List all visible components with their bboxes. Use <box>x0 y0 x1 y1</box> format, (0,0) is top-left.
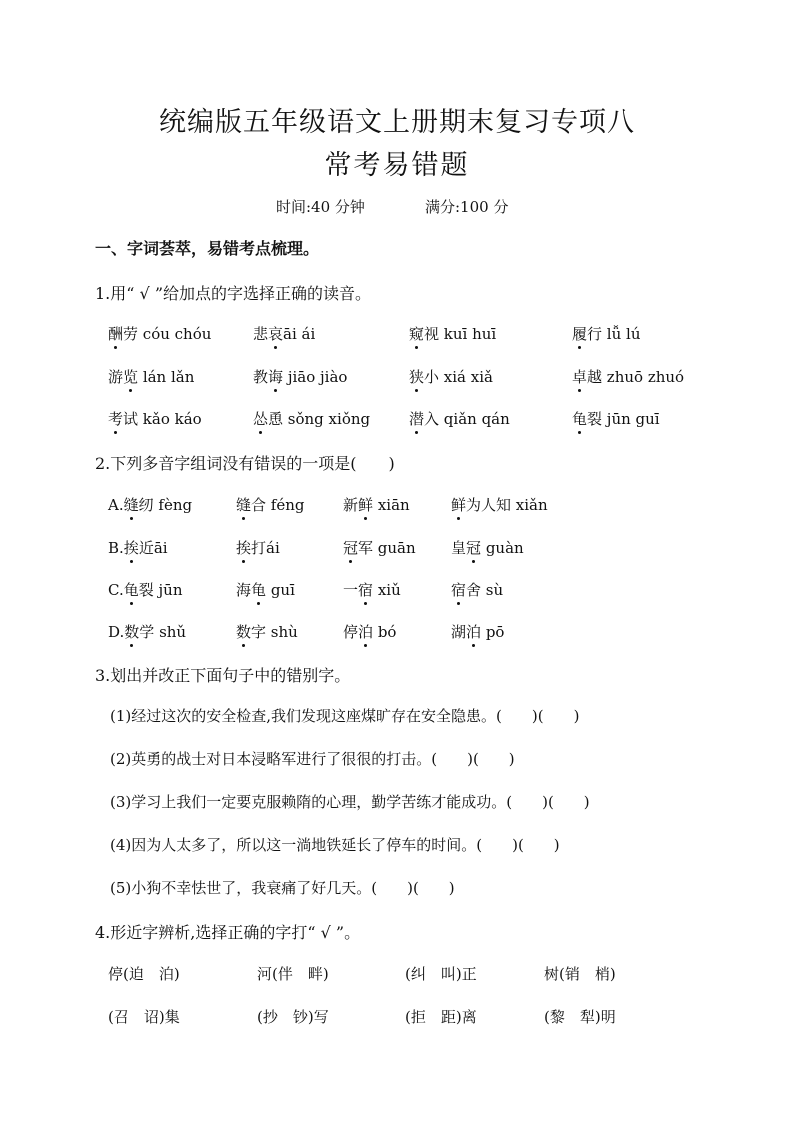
pinyin-options: sǒng xiǒng <box>287 410 371 428</box>
word-part: 字 <box>251 623 271 641</box>
dotted-character: 挨 <box>236 539 252 557</box>
pinyin-options: fèng <box>158 496 193 514</box>
dotted-character: 挨 <box>123 539 139 557</box>
q2-item <box>343 579 401 600</box>
q2-item <box>343 537 416 558</box>
word-part: 海 <box>236 581 252 599</box>
q2-item <box>108 579 183 600</box>
word-part: 越 <box>587 368 607 386</box>
q2-item <box>108 621 186 642</box>
q1-item <box>572 323 640 344</box>
word-part: 纫 <box>138 496 159 514</box>
word-part: 军 <box>358 539 378 557</box>
question-3-prompt: 3.划出并改正下面句子中的错别字。 <box>95 666 351 685</box>
pinyin-options: xiá xiǎ <box>443 368 493 386</box>
word-part: 小 <box>424 368 444 386</box>
question-4-prompt: 4.形近字辨析,选择正确的字打“ √ ”。 <box>95 923 361 942</box>
word-part: 视 <box>424 325 444 343</box>
pinyin-options: shǔ <box>159 623 187 641</box>
full-score: 满分:100 分 <box>425 198 509 216</box>
word-part: 湖 <box>451 623 467 641</box>
word-part: 近 <box>138 539 154 557</box>
q2-item <box>108 537 168 558</box>
q2-item <box>343 621 396 642</box>
dotted-character: 诲 <box>268 368 284 386</box>
q2-item <box>343 494 410 515</box>
dotted-character: 宿 <box>451 581 467 599</box>
pinyin-options: ái <box>266 539 280 557</box>
word-part: 行 <box>587 325 607 343</box>
pinyin-options: kǎo káo <box>142 410 202 428</box>
dotted-character: 缝 <box>236 496 252 514</box>
word-part: 学 <box>139 623 160 641</box>
dotted-character: 冠 <box>343 539 359 557</box>
pinyin-options: āi <box>153 539 168 557</box>
word-part: 游 <box>108 368 124 386</box>
pinyin-options: āi ái <box>283 325 316 343</box>
q2-item <box>236 621 298 642</box>
q2-item <box>451 537 524 558</box>
q1-item <box>253 366 347 387</box>
word-part: 试 <box>123 410 143 428</box>
pinyin-options: shù <box>270 623 298 641</box>
q1-item <box>108 366 194 387</box>
dotted-character: 泊 <box>466 623 482 641</box>
question-3-item: (1)经过这次的安全检查,我们发现这座煤旷存在安全隐患。( )( ) <box>110 707 580 725</box>
pinyin-options: xiān <box>377 496 410 514</box>
q2-item <box>108 494 192 515</box>
pinyin-options: sù <box>485 581 504 599</box>
word-part: 停 <box>343 623 359 641</box>
pinyin-options: pō <box>485 623 505 641</box>
question-1-prompt: 1.用“ √ ”给加点的字选择正确的读音。 <box>95 284 371 303</box>
page-subtitle: 常考易错题 <box>324 150 470 181</box>
question-3-item: (3)学习上我们一定要克服赖隋的心理，勤学苦练才能成功。( )( ) <box>110 793 590 811</box>
dotted-character: 窥 <box>409 325 425 343</box>
time-limit: 时间:40 分钟 <box>276 198 365 216</box>
word-part: 裂 <box>587 410 607 428</box>
question-4-item: 停(迫 泊) <box>108 965 180 983</box>
question-4-item: (召 诏)集 <box>108 1008 180 1026</box>
dotted-character: 狭 <box>409 368 425 386</box>
question-4-item: (拒 距)离 <box>405 1008 477 1026</box>
pinyin-options: xiǎn <box>515 496 548 514</box>
dotted-character: 数 <box>124 623 140 641</box>
pinyin-options: cóu chóu <box>142 325 212 343</box>
pinyin-options: jiāo jiào <box>287 368 348 386</box>
dotted-character: 泊 <box>358 623 374 641</box>
word-part: 合 <box>251 496 271 514</box>
pinyin-options: guī <box>270 581 295 599</box>
word-part: 裂 <box>138 581 159 599</box>
dotted-character: 哀 <box>268 325 284 343</box>
q2-item <box>451 621 504 642</box>
word-part: 一 <box>343 581 359 599</box>
pinyin-options: qiǎn qán <box>443 410 510 428</box>
question-3-item: (2)英勇的战士对日本浸略军进行了很很的打击。( )( ) <box>110 750 515 768</box>
pinyin-options: bó <box>377 623 397 641</box>
question-4-item: (黎 犁)明 <box>544 1008 616 1026</box>
question-2-prompt: 2.下列多音字组词没有错误的一项是( ) <box>95 454 395 473</box>
question-3-item: (4)因为人太多了，所以这一淌地铁延长了停车的时间。( )( ) <box>110 836 560 854</box>
dotted-character: 缝 <box>123 496 139 514</box>
word-part: 恿 <box>268 410 288 428</box>
dotted-character: 酬 <box>108 325 124 343</box>
pinyin-options: zhuō zhuó <box>606 368 685 386</box>
pinyin-options: guān <box>377 539 416 557</box>
q1-item <box>253 323 315 344</box>
q1-item <box>409 366 493 387</box>
q2-item <box>236 579 295 600</box>
pinyin-options: lán lǎn <box>142 368 195 386</box>
q2-item <box>236 537 280 558</box>
word-part: 皇 <box>451 539 467 557</box>
q2-item <box>451 579 503 600</box>
q1-item <box>108 323 211 344</box>
dotted-character: 龟 <box>123 581 139 599</box>
pinyin-options: jūn guī <box>606 410 660 428</box>
q1-item <box>253 408 370 429</box>
section-heading: 一、字词荟萃，易错考点梳理。 <box>95 239 320 258</box>
word-part: D. <box>108 623 125 641</box>
pinyin-options: féng <box>270 496 305 514</box>
word-part: 入 <box>424 410 444 428</box>
question-4-item: 树(销 梢) <box>544 965 616 983</box>
pinyin-options: guàn <box>485 539 524 557</box>
dotted-character: 怂 <box>253 410 269 428</box>
question-4-item: (抄 钞)写 <box>257 1008 329 1026</box>
dotted-character: 鲜 <box>358 496 374 514</box>
word-part: 新 <box>343 496 359 514</box>
dotted-character: 履 <box>572 325 588 343</box>
question-4-item: 河(伴 畔) <box>257 965 329 983</box>
q1-item <box>409 323 496 344</box>
pinyin-options: xiǔ <box>377 581 401 599</box>
dotted-character: 潜 <box>409 410 425 428</box>
pinyin-options: jūn <box>158 581 183 599</box>
dotted-character: 览 <box>123 368 139 386</box>
q1-item <box>409 408 510 429</box>
question-4-item: (纠 叫)正 <box>405 965 477 983</box>
word-part: C. <box>108 581 124 599</box>
dotted-character: 考 <box>108 410 124 428</box>
word-part: 为人知 <box>466 496 516 514</box>
q2-item <box>236 494 305 515</box>
q1-item <box>108 408 202 429</box>
pinyin-options: kuī huī <box>443 325 497 343</box>
word-part: 舍 <box>466 581 486 599</box>
q2-item <box>451 494 548 515</box>
dotted-character: 宿 <box>358 581 374 599</box>
dotted-character: 数 <box>236 623 252 641</box>
dotted-character: 冠 <box>466 539 482 557</box>
word-part: B. <box>108 539 124 557</box>
word-part: 悲 <box>253 325 269 343</box>
q1-item <box>572 366 684 387</box>
q1-item <box>572 408 660 429</box>
dotted-character: 龟 <box>572 410 588 428</box>
word-part: 打 <box>251 539 267 557</box>
dotted-character: 龟 <box>251 581 267 599</box>
question-3-item: (5)小狗不幸怯世了，我衰痛了好几天。( )( ) <box>110 879 455 897</box>
dotted-character: 卓 <box>572 368 588 386</box>
word-part: A. <box>108 496 124 514</box>
pinyin-options: lǚ lú <box>606 325 641 343</box>
word-part: 教 <box>253 368 269 386</box>
word-part: 劳 <box>123 325 143 343</box>
page-title: 统编版五年级语文上册期末复习专项八 <box>159 107 635 138</box>
dotted-character: 鲜 <box>451 496 467 514</box>
